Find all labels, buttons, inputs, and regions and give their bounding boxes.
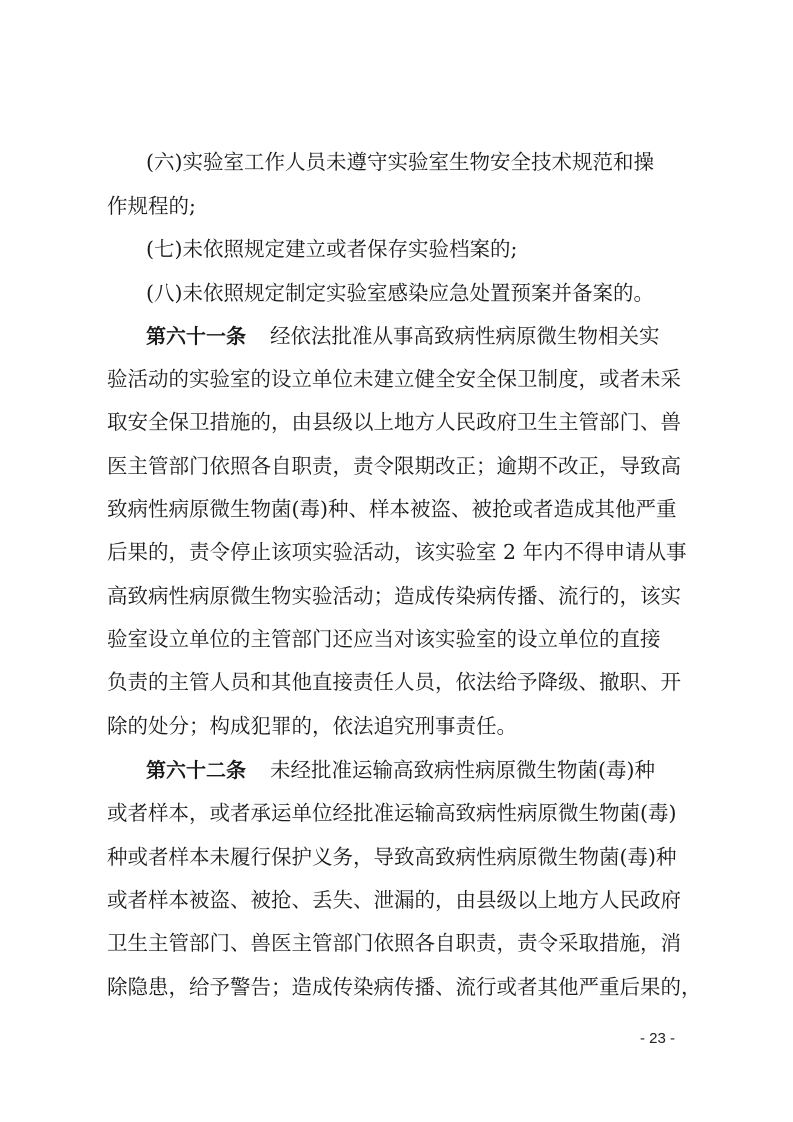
text-line: 后果的，责令停止该项实验活动，该实验室 2 年内不得申请从事	[107, 540, 687, 564]
text-line: 或者样本，或者承运单位经批准运输高致病性病原微生物菌(毒)	[107, 801, 677, 825]
article-61-line	[146, 316, 793, 356]
text-line: 作规程的;	[107, 194, 196, 218]
text-line: 高致病性病原微生物实验活动；造成传染病传播、流行的，该实	[107, 584, 681, 608]
text-line: 经依法批准从事高致病性病原微生物相关实	[270, 324, 660, 348]
text-line: (七)未依照规定建立或者保存实验档案的;	[146, 237, 518, 261]
text-line: 验活动的实验室的设立单位未建立健全安全保卫制度，或者未采	[107, 367, 681, 391]
page-number: - 23 -	[640, 1030, 676, 1047]
text-line: 负责的主管人员和其他直接责任人员，依法给予降级、撤职、开	[107, 670, 681, 694]
text-line: 卫生主管部门、兽医主管部门依照各自职责，责令采取措施，消	[107, 931, 681, 955]
text-line: 除的处分；构成犯罪的，依法追究刑事责任。	[107, 714, 517, 738]
article-61-heading: 第六十一条	[146, 324, 246, 348]
text-line: 除隐患，给予警告；造成传染病传播、流行或者其他严重后果的，	[107, 975, 702, 999]
text-line: 医主管部门依照各自职责，责令限期改正；逾期不改正，导致高	[107, 454, 681, 478]
text-line: 或者样本被盗、被抢、丢失、泄漏的，由县级以上地方人民政府	[107, 888, 681, 912]
text-line: 种或者样本未履行保护义务，导致高致病性病原微生物菌(毒)种	[107, 845, 677, 869]
text-line: (六)实验室工作人员未遵守实验室生物安全技术规范和操	[146, 150, 654, 174]
text-line: 验室设立单位的主管部门还应当对该实验室的设立单位的直接	[107, 627, 661, 651]
article-62-line	[146, 750, 793, 790]
text-line: 未经批准运输高致病性病原微生物菌(毒)种	[270, 758, 655, 782]
text-line: (八)未依照规定制定实验室感染应急处置预案并备案的。	[146, 281, 654, 305]
text-line: 致病性病原微生物菌(毒)种、样本被盗、被抢或者造成其他严重	[107, 497, 677, 521]
article-62-heading: 第六十二条	[146, 758, 246, 782]
text-line: 取安全保卫措施的，由县级以上地方人民政府卫生主管部门、兽	[107, 410, 681, 434]
